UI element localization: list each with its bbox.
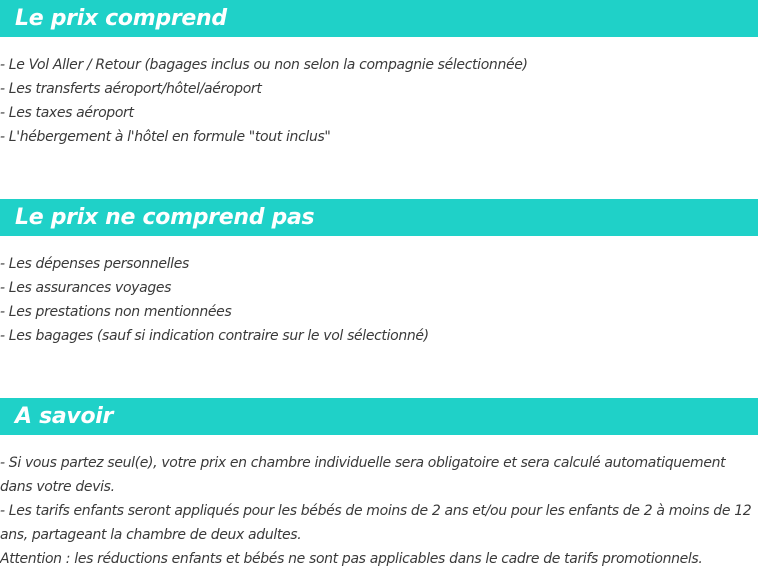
section-title: A savoir — [0, 398, 758, 435]
list-item: - Les bagages (sauf si indication contraire sur le vol sélectionné) — [0, 328, 429, 344]
list-item: - Les prestations non mentionnées — [0, 304, 232, 320]
list-item: - Les assurances voyages — [0, 280, 172, 296]
list-item: - Les transferts aéroport/hôtel/aéroport — [0, 81, 262, 97]
section-price-excludes — [0, 199, 758, 348]
list-item: - Les taxes aéroport — [0, 105, 134, 121]
list-item: - L'hébergement à l'hôtel en formule "tout inclus" — [0, 129, 331, 145]
list-item: - Les dépenses personnelles — [0, 256, 189, 272]
section-list — [0, 451, 758, 571]
section-price-includes — [0, 0, 758, 149]
section-list — [0, 252, 758, 348]
section-title: Le prix ne comprend pas — [0, 199, 758, 236]
list-item: - Le Vol Aller / Retour (bagages inclus ou non selon la compagnie sélectionnée) — [0, 57, 528, 73]
list-item: - Les tarifs enfants seront appliqués pour les bébés de moins de 2 ans et/ou pour les enfants de 2 à moins de 12 ans, partageant la chambre de deux adultes. — [0, 503, 752, 543]
section-list — [0, 53, 758, 149]
section-title: Le prix comprend — [0, 0, 758, 37]
section-good-to-know — [0, 398, 758, 571]
list-item: Attention : les réductions enfants et bébés ne sont pas applicables dans le cadre de tarifs promotionnels. — [0, 551, 703, 567]
list-item: - Si vous partez seul(e), votre prix en chambre individuelle sera obligatoire et sera calculé automatiquement dans votre devis. — [0, 455, 726, 495]
